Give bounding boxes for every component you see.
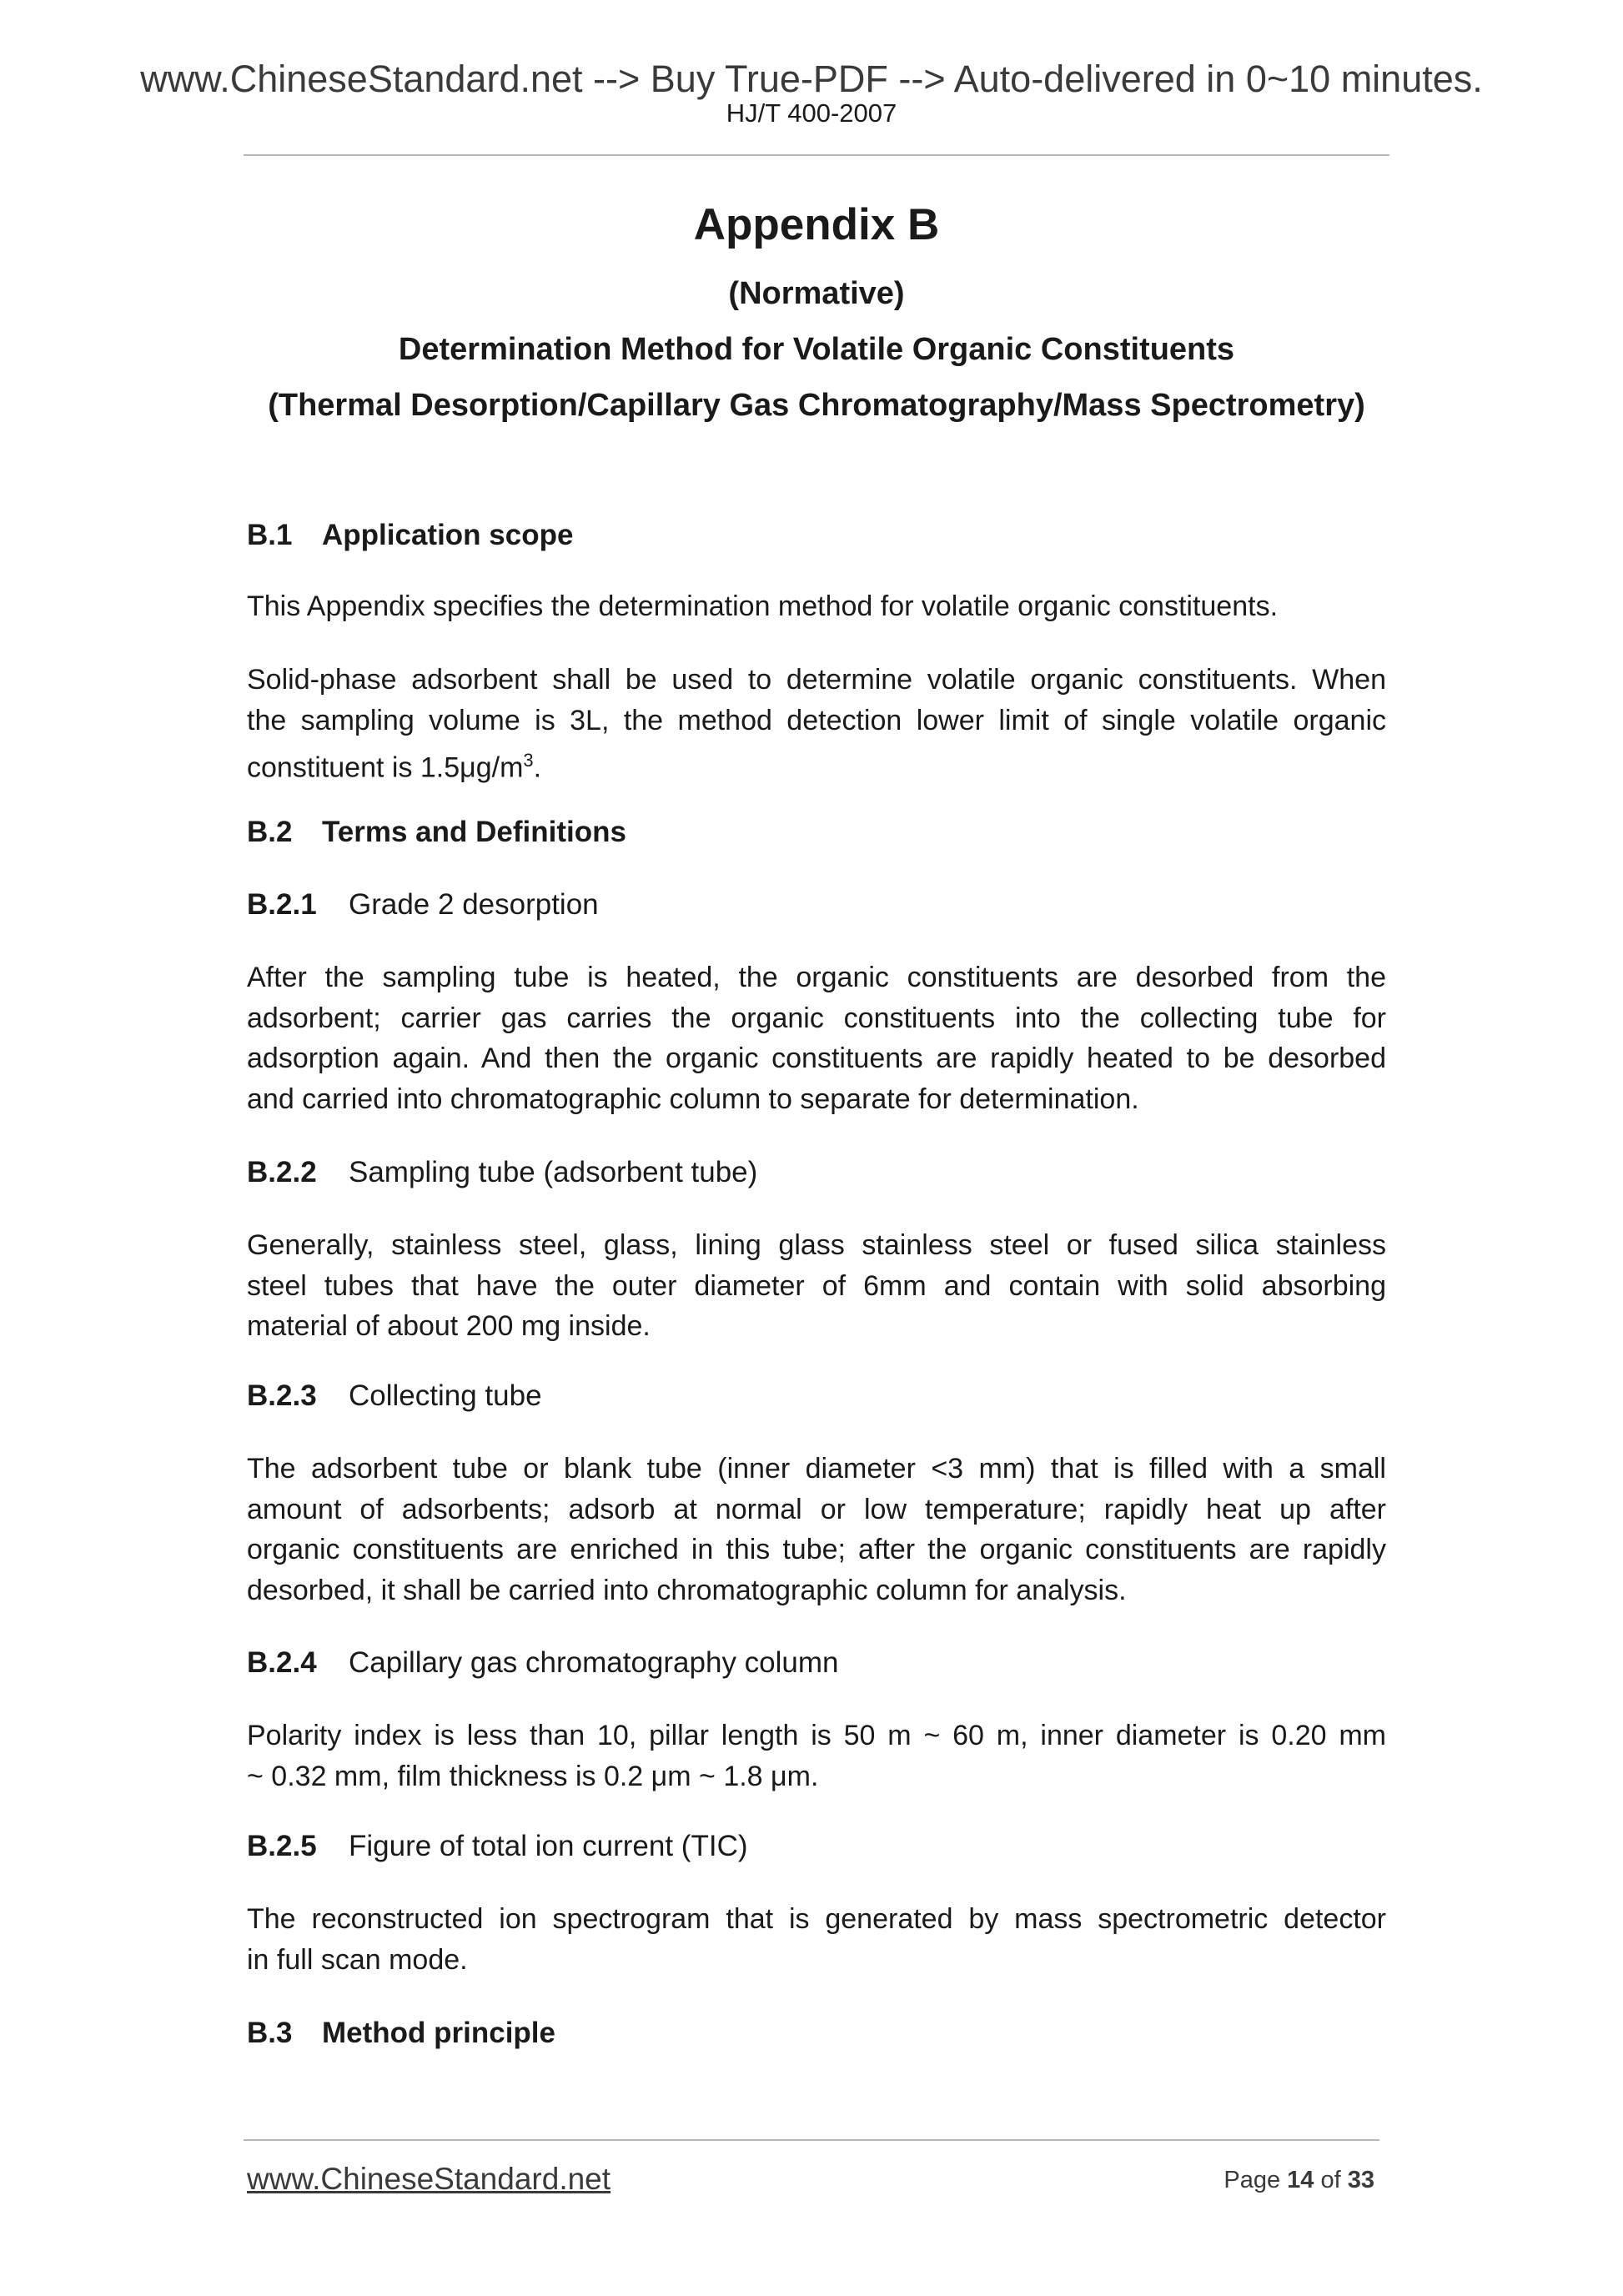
section-b2-1-paragraph xyxy=(247,957,1386,1119)
section-number: B.2.5 xyxy=(247,1830,317,1862)
paragraph-line: This Appendix specifies the determination method for volatile organic constituents. xyxy=(247,590,1279,622)
paragraph-line: the sampling volume is 3L, the method detection lower limit of single volatile organic xyxy=(247,704,1386,736)
paragraph-line: steel tubes that have the outer diameter of 6mm and contain with solid absorbing xyxy=(247,1269,1386,1302)
section-number: B.2.3 xyxy=(247,1379,317,1412)
paragraph-line: and carried into chromatographic column to separate for determination. xyxy=(247,1083,1139,1115)
section-b2-5-paragraph xyxy=(247,1899,1386,1980)
paragraph-line: material of about 200 mg inside. xyxy=(247,1310,651,1342)
section-number: B.1 xyxy=(247,519,293,551)
paragraph-line: The adsorbent tube or blank tube (inner diameter <3 mm) that is filled with a small xyxy=(247,1453,1386,1485)
paragraph-line: desorbed, it shall be carried into chromatographic column for analysis. xyxy=(247,1574,1127,1606)
section-title: Collecting tube xyxy=(349,1379,542,1412)
sentence-period: . xyxy=(533,751,542,784)
section-number: B.2.2 xyxy=(247,1156,317,1188)
paragraph-line: adsorption again. And then the organic constituents are rapidly heated to be desorbed xyxy=(247,1042,1386,1074)
detection-limit-text: constituent is 1.5μg/m xyxy=(247,751,524,784)
section-number: B.2 xyxy=(247,816,293,848)
section-title: Application scope xyxy=(322,519,574,551)
section-b2-4-paragraph xyxy=(247,1716,1386,1796)
section-title: Capillary gas chromatography column xyxy=(349,1646,839,1679)
paragraph-line: Solid-phase adsorbent shall be used to determine volatile organic constituents. When xyxy=(247,664,1386,696)
appendix-normative: (Normative) xyxy=(728,276,905,311)
section-b1-paragraph-2 xyxy=(247,660,1386,784)
paragraph-line: ~ 0.32 mm, film thickness is 0.2 μm ~ 1.8 μm. xyxy=(247,1760,819,1792)
paragraph-line: in full scan mode. xyxy=(247,1943,468,1976)
section-b2-2-paragraph xyxy=(247,1225,1386,1347)
section-b2-3-paragraph xyxy=(247,1449,1386,1610)
superscript-exponent: 3 xyxy=(523,750,534,771)
section-title: Terms and Definitions xyxy=(322,816,626,848)
section-number: B.2.4 xyxy=(247,1646,317,1679)
page-number xyxy=(1224,2168,1374,2193)
header-divider xyxy=(244,154,1389,156)
of-label: of xyxy=(1320,2167,1341,2193)
current-page: 14 xyxy=(1287,2167,1314,2193)
section-b1-paragraph-1 xyxy=(247,586,1386,627)
paragraph-line: After the sampling tube is heated, the organic constituents are desorbed from the xyxy=(247,962,1386,993)
paragraph-line: amount of adsorbents; adsorb at normal or low temperature; rapidly heat up after xyxy=(247,1493,1386,1525)
paragraph-line: Polarity index is less than 10, pillar length is 50 m ~ 60 m, inner diameter is 0.20 mm xyxy=(247,1720,1386,1751)
footer-website-link[interactable]: www.ChineseStandard.net xyxy=(247,2162,611,2196)
appendix-title-line1: Determination Method for Volatile Organic Constituents xyxy=(398,332,1235,367)
section-b2-5-heading xyxy=(247,1831,748,1861)
section-b2-heading xyxy=(247,817,626,847)
section-title: Sampling tube (adsorbent tube) xyxy=(349,1156,758,1188)
paragraph-line xyxy=(247,741,1386,784)
appendix-title: Appendix B xyxy=(693,200,940,249)
section-b2-4-heading xyxy=(247,1648,839,1677)
top-banner: www.ChineseStandard.net --> Buy True-PDF --> Auto-delivered in 0~10 minutes. xyxy=(140,58,1483,100)
section-number: B.2.1 xyxy=(247,888,317,921)
paragraph-line: adsorbent; carrier gas carries the organic constituents into the collecting tube for xyxy=(247,1002,1386,1034)
paragraph-line: organic constituents are enriched in this tube; after the organic constituents are rapidly xyxy=(247,1534,1386,1565)
footer-divider xyxy=(244,2139,1379,2141)
section-title: Figure of total ion current (TIC) xyxy=(349,1830,748,1862)
page-label: Page xyxy=(1224,2167,1281,2193)
section-title: Method principle xyxy=(322,2017,555,2049)
paragraph-line: The reconstructed ion spectrogram that is generated by mass spectrometric detector xyxy=(247,1903,1386,1935)
section-b3-heading xyxy=(247,2018,555,2047)
standard-code: HJ/T 400-2007 xyxy=(726,98,897,128)
section-b2-2-heading xyxy=(247,1158,757,1187)
section-b2-1-heading xyxy=(247,890,599,919)
section-b2-3-heading xyxy=(247,1381,542,1410)
section-title: Grade 2 desorption xyxy=(349,888,599,921)
total-pages: 33 xyxy=(1347,2167,1374,2193)
section-b1-heading xyxy=(247,520,573,550)
appendix-title-line2: (Thermal Desorption/Capillary Gas Chromatography/Mass Spectrometry) xyxy=(268,388,1365,423)
section-number: B.3 xyxy=(247,2017,293,2049)
paragraph-line: Generally, stainless steel, glass, lining glass stainless steel or fused silica stainless xyxy=(247,1229,1386,1261)
